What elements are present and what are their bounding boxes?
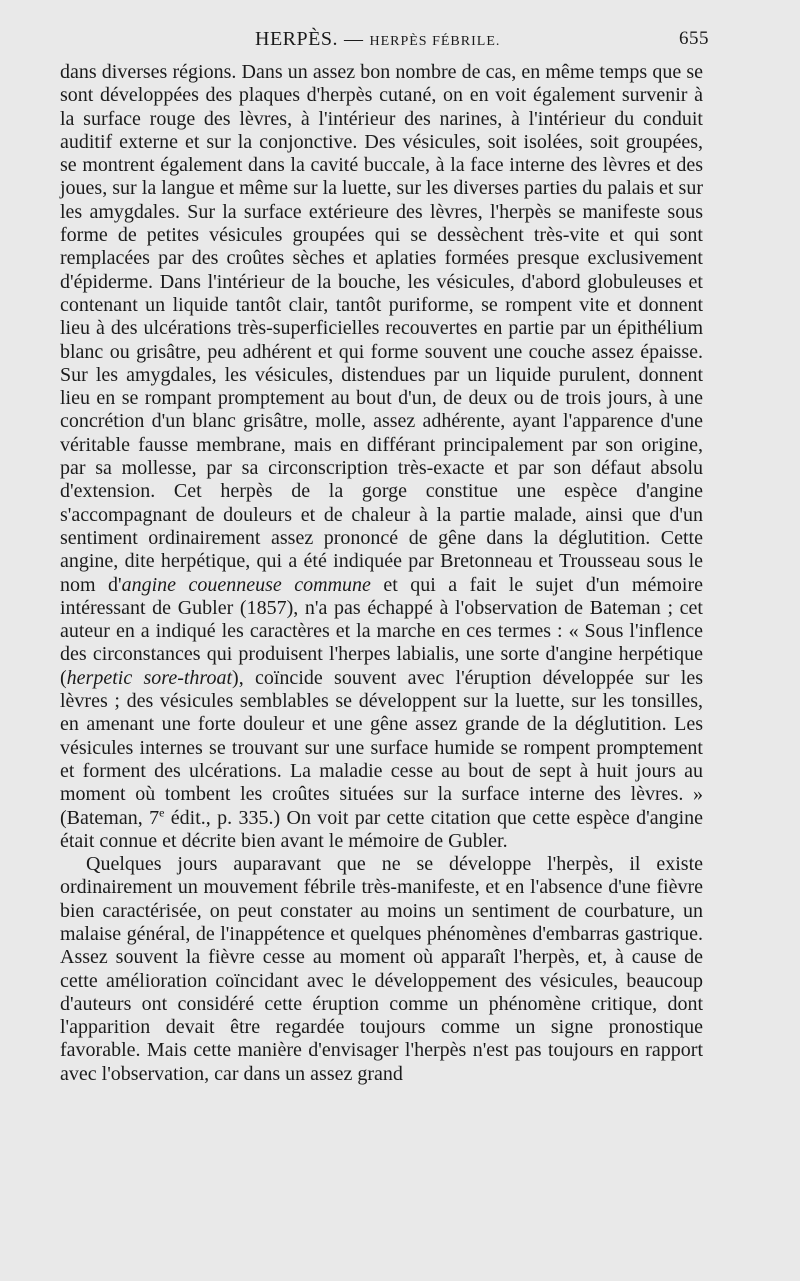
paragraph-1-part-a: dans diverses régions. Dans un assez bon nombre de cas, en même temps que se sont développées des plaques d'herpès cutané, on en voit également survenir à la surface rouge des lèvres, à l'intérieur des narines, à l'intérieur du conduit auditif externe et sur la conjonctive. Des vésicules, soit isolées, soit groupées, se montrent également dans la cavité buccale, à la face interne des lèvres et des joues, sur la langue et même sur la luette, sur les diverses parties du palais et sur les amygdales. Sur la surface extérieure des lèvres, l'herpès se manifeste sous forme de petites vésicules groupées qui se dessèchent très-vite et qui sont remplacées par des croûtes sèches et aplaties formées presque exclusivement d'épiderme. Dans l'intérieur de la bouche, les vésicules, d'abord globuleuses et contenant un liquide tantôt clair, tantôt puriforme, se rompent vite et donnent lieu à des ulcérations très-superficielles recouvertes en partie par un épithélium blanc ou grisâtre, peu adhérent et qui forme souvent une couche assez épaisse. Sur les amygdales, les vésicules, distendues par un liquide purulent, donnent lieu en se rompant promptement au bout d'un, de deux ou de trois jours, à une concrétion d'un blanc grisâtre, molle, assez adhérente, ayant l'apparence d'une véritable fausse membrane, mais en différant principalement par son origine, par sa mollesse, par sa circonscription très-exacte et par son défaut absolu d'extension. Cet herpès de la gorge constitue une espèce d'angine s'accompagnant de douleurs et de chaleur à la partie malade, ainsi que d'un sentiment ordinairement assez prononcé de gêne dans la déglutition. Cette angine, dite herpétique, qui a été indiquée par Bretonneau et Trousseau sous le nom d': [60, 61, 703, 596]
italic-term-angine: angine couenneuse commune: [121, 573, 371, 596]
paragraph-2: Quelques jours auparavant que ne se développe l'herpès, il existe ordinairement un mouvement fébrile très-manifeste, et en l'absence d'une fièvre bien caractérisée, on peut constater au moins un sentiment de courbature, un malaise général, de l'inappétence et quelques phénomènes d'embarras gastrique. Assez souvent la fièvre cesse au moment où apparaît l'herpès, et, à cause de cette amélioration coïncidant avec le développement des vésicules, beaucoup d'auteurs ont considéré cette éruption comme un phénomène critique, dont l'apparition devait être regardée toujours comme un signe pronostique favorable. Mais cette manière d'envisager l'herpès n'est pas toujours en rapport avec l'observation, car dans un assez grand: [60, 853, 703, 1085]
chapter-title: HERPÈS.: [255, 28, 338, 50]
paragraph-1-part-d: édit., p. 335.) On voit par cette citation que cette espèce d'angine était connue et décrite bien avant le mémoire de Gubler.: [60, 806, 704, 852]
italic-term-herpetic: herpetic sore-throat: [66, 666, 233, 689]
paragraph-1-part-b: et qui a fait le sujet d'un mémoire intéressant de Gubler (1857), n'a pas échappé à l'observation de Bateman ; cet auteur en a indiqué les caractères et la marche en ces termes : « Sous l'inflence des circonstances qui produisent l'herpes labialis, une sorte d'angine herpétique (: [60, 573, 703, 689]
page-number: 655: [679, 28, 709, 49]
section-title: HERPÈS FÉBRILE.: [369, 34, 501, 49]
edition-superscript: e: [159, 804, 165, 819]
title-dash: —: [343, 29, 364, 50]
running-title: [255, 28, 500, 51]
paragraph-1-part-c: ), coïncide souvent avec l'éruption développée sur les lèvres ; des vésicules semblables se développent sur la luette, sur les tonsilles, en amenant une forte douleur et une gêne assez grande de la déglutition. Les vésicules internes se trouvant sur une surface humide se rompent promptement et forment des ulcérations. La maladie cesse au bout de sept à huit jours au moment où tombent les croûtes situées sur la surface interne des lèvres. » (Bateman, 7: [60, 666, 703, 829]
body-text: [60, 61, 703, 1086]
paragraph-1: [60, 61, 703, 853]
running-header: [60, 28, 709, 58]
